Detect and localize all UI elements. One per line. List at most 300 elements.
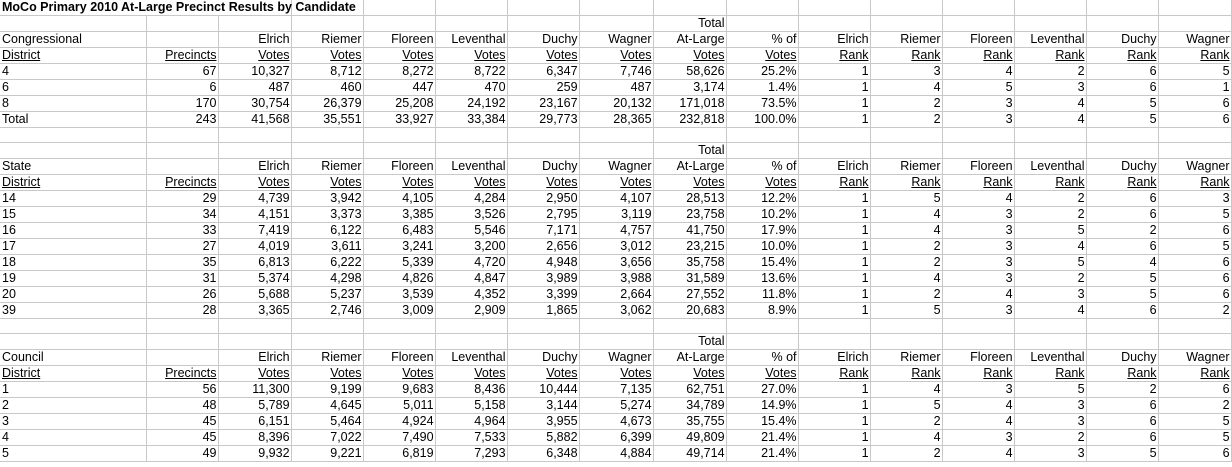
empty-cell[interactable] (1014, 334, 1086, 350)
value-cell[interactable]: 3,062 (579, 303, 653, 319)
empty-cell[interactable] (798, 128, 870, 143)
value-cell[interactable]: 4,739 (218, 191, 291, 207)
value-cell[interactable]: 7,533 (435, 430, 507, 446)
value-cell[interactable]: 5,237 (291, 287, 363, 303)
empty-cell[interactable] (146, 128, 218, 143)
value-cell[interactable]: 6,151 (218, 414, 291, 430)
empty-cell[interactable] (0, 143, 146, 159)
column-header[interactable]: % of (726, 32, 798, 48)
empty-cell[interactable] (507, 334, 579, 350)
empty-cell[interactable] (218, 334, 291, 350)
district-cell[interactable]: 1 (0, 382, 146, 398)
column-header[interactable]: Votes (579, 175, 653, 191)
value-cell[interactable]: 3,656 (579, 255, 653, 271)
empty-cell[interactable] (870, 128, 942, 143)
column-header[interactable]: Floreen (363, 350, 435, 366)
empty-cell[interactable] (798, 334, 870, 350)
group-label[interactable]: Congressional (0, 32, 146, 48)
value-cell[interactable]: 6 (1086, 430, 1158, 446)
value-cell[interactable]: 3,539 (363, 287, 435, 303)
value-cell[interactable]: 3,399 (507, 287, 579, 303)
empty-cell[interactable] (726, 143, 798, 159)
value-cell[interactable]: 6 (1086, 64, 1158, 80)
district-cell[interactable]: 16 (0, 223, 146, 239)
empty-cell[interactable] (1158, 334, 1231, 350)
empty-cell[interactable] (579, 319, 653, 334)
value-cell[interactable]: 2 (870, 255, 942, 271)
empty-cell[interactable] (1014, 143, 1086, 159)
empty-cell[interactable] (579, 143, 653, 159)
empty-cell[interactable] (363, 143, 435, 159)
group-label[interactable]: State (0, 159, 146, 175)
column-header[interactable]: Votes (507, 175, 579, 191)
value-cell[interactable]: 3 (1014, 287, 1086, 303)
value-cell[interactable]: 27.0% (726, 382, 798, 398)
value-cell[interactable]: 21.4% (726, 446, 798, 462)
value-cell[interactable]: 10.0% (726, 239, 798, 255)
value-cell[interactable]: 1 (798, 80, 870, 96)
column-header[interactable]: Riemer (870, 350, 942, 366)
empty-cell[interactable] (363, 128, 435, 143)
column-header[interactable]: Rank (942, 175, 1014, 191)
value-cell[interactable]: 5,789 (218, 398, 291, 414)
column-header[interactable]: Votes (291, 48, 363, 64)
value-cell[interactable]: 5 (1086, 271, 1158, 287)
value-cell[interactable]: 6 (1086, 239, 1158, 255)
column-header[interactable]: At-Large (653, 350, 726, 366)
column-header[interactable]: Riemer (291, 159, 363, 175)
column-header[interactable]: Wagner (579, 32, 653, 48)
column-header[interactable]: Votes (653, 48, 726, 64)
empty-cell[interactable] (1158, 143, 1231, 159)
value-cell[interactable]: 5,882 (507, 430, 579, 446)
empty-cell[interactable] (942, 16, 1014, 32)
value-cell[interactable]: 6 (1158, 223, 1231, 239)
value-cell[interactable]: 2 (1086, 223, 1158, 239)
value-cell[interactable]: 33,384 (435, 112, 507, 128)
column-header[interactable]: Precincts (146, 366, 218, 382)
empty-cell[interactable] (653, 319, 726, 334)
value-cell[interactable]: 4 (1014, 96, 1086, 112)
value-cell[interactable]: 1 (798, 96, 870, 112)
empty-cell[interactable] (507, 319, 579, 334)
value-cell[interactable]: 5 (1014, 255, 1086, 271)
value-cell[interactable]: 31,589 (653, 271, 726, 287)
column-header[interactable]: % of (726, 350, 798, 366)
value-cell[interactable]: 5 (1158, 430, 1231, 446)
value-cell[interactable]: 171,018 (653, 96, 726, 112)
column-header[interactable]: Rank (1086, 175, 1158, 191)
value-cell[interactable]: 7,419 (218, 223, 291, 239)
value-cell[interactable]: 26,379 (291, 96, 363, 112)
column-header[interactable]: Floreen (363, 159, 435, 175)
district-cell[interactable]: 20 (0, 287, 146, 303)
value-cell[interactable]: 4 (1086, 255, 1158, 271)
empty-cell[interactable] (0, 128, 146, 143)
value-cell[interactable]: 8,436 (435, 382, 507, 398)
column-header[interactable]: Rank (798, 175, 870, 191)
empty-cell[interactable] (1014, 16, 1086, 32)
empty-cell[interactable] (363, 0, 435, 16)
empty-cell[interactable] (653, 128, 726, 143)
empty-cell[interactable] (0, 16, 146, 32)
column-header[interactable]: Votes (726, 366, 798, 382)
empty-cell[interactable] (726, 319, 798, 334)
sheet-title[interactable]: MoCo Primary 2010 At-Large Precinct Results by Candidate (2, 0, 356, 14)
column-header[interactable]: Precincts (146, 48, 218, 64)
value-cell[interactable]: 34 (146, 207, 218, 223)
value-cell[interactable]: 2 (1014, 271, 1086, 287)
value-cell[interactable]: 4,720 (435, 255, 507, 271)
value-cell[interactable]: 6 (1086, 414, 1158, 430)
value-cell[interactable]: 5 (1014, 223, 1086, 239)
empty-cell[interactable] (363, 334, 435, 350)
value-cell[interactable]: 7,171 (507, 223, 579, 239)
value-cell[interactable]: 5 (1086, 446, 1158, 462)
value-cell[interactable]: 4,826 (363, 271, 435, 287)
value-cell[interactable]: 7,135 (579, 382, 653, 398)
empty-cell[interactable] (218, 143, 291, 159)
empty-cell[interactable] (435, 16, 507, 32)
value-cell[interactable]: 3 (1014, 446, 1086, 462)
value-cell[interactable]: 3 (1014, 398, 1086, 414)
column-header[interactable]: Leventhal (435, 32, 507, 48)
value-cell[interactable]: 24,192 (435, 96, 507, 112)
value-cell[interactable]: 33,927 (363, 112, 435, 128)
empty-cell[interactable] (507, 128, 579, 143)
value-cell[interactable]: 487 (579, 80, 653, 96)
value-cell[interactable]: 5,374 (218, 271, 291, 287)
column-header[interactable]: Wagner (1158, 159, 1231, 175)
district-cell[interactable]: 19 (0, 271, 146, 287)
value-cell[interactable]: 5,688 (218, 287, 291, 303)
value-cell[interactable]: 2 (870, 96, 942, 112)
empty-cell[interactable] (726, 16, 798, 32)
empty-cell[interactable] (291, 128, 363, 143)
value-cell[interactable]: 4 (870, 382, 942, 398)
empty-cell[interactable] (146, 319, 218, 334)
value-cell[interactable]: 232,818 (653, 112, 726, 128)
empty-cell[interactable] (146, 334, 218, 350)
value-cell[interactable]: 1 (798, 398, 870, 414)
column-header[interactable]: Floreen (942, 32, 1014, 48)
district-cell[interactable]: 18 (0, 255, 146, 271)
value-cell[interactable]: 7,022 (291, 430, 363, 446)
value-cell[interactable]: 6 (1158, 255, 1231, 271)
value-cell[interactable]: 1 (798, 191, 870, 207)
empty-cell[interactable] (1158, 319, 1231, 334)
value-cell[interactable]: 2 (1014, 64, 1086, 80)
empty-cell[interactable] (1014, 0, 1086, 16)
column-header[interactable]: Duchy (507, 159, 579, 175)
column-header[interactable]: Precincts (146, 175, 218, 191)
district-cell[interactable]: 5 (0, 446, 146, 462)
value-cell[interactable]: 3 (942, 255, 1014, 271)
value-cell[interactable]: 5 (870, 398, 942, 414)
column-header[interactable]: Duchy (1086, 159, 1158, 175)
empty-cell[interactable] (291, 16, 363, 32)
value-cell[interactable]: 3 (870, 64, 942, 80)
empty-cell[interactable] (218, 319, 291, 334)
value-cell[interactable]: 4 (870, 223, 942, 239)
column-header[interactable]: Votes (218, 175, 291, 191)
value-cell[interactable]: 2 (1014, 191, 1086, 207)
column-header[interactable]: Votes (726, 48, 798, 64)
district-cell[interactable]: 2 (0, 398, 146, 414)
empty-cell[interactable] (0, 334, 146, 350)
value-cell[interactable]: 45 (146, 430, 218, 446)
empty-cell[interactable] (435, 128, 507, 143)
value-cell[interactable]: 10,327 (218, 64, 291, 80)
value-cell[interactable]: 3 (942, 430, 1014, 446)
value-cell[interactable]: 34,789 (653, 398, 726, 414)
value-cell[interactable]: 6,348 (507, 446, 579, 462)
column-header[interactable]: Duchy (507, 32, 579, 48)
empty-cell[interactable] (1086, 319, 1158, 334)
value-cell[interactable]: 2 (1014, 430, 1086, 446)
column-header[interactable]: Elrich (798, 159, 870, 175)
value-cell[interactable]: 3 (942, 96, 1014, 112)
empty-cell[interactable] (726, 0, 798, 16)
empty-cell[interactable] (1158, 0, 1231, 16)
empty-cell[interactable] (870, 334, 942, 350)
district-cell[interactable]: 3 (0, 414, 146, 430)
column-header[interactable]: Rank (1014, 366, 1086, 382)
district-cell[interactable]: 4 (0, 430, 146, 446)
value-cell[interactable]: 3 (1014, 414, 1086, 430)
value-cell[interactable]: 487 (218, 80, 291, 96)
empty-cell[interactable] (146, 16, 218, 32)
value-cell[interactable]: 49,809 (653, 430, 726, 446)
value-cell[interactable]: 4 (1014, 303, 1086, 319)
empty-cell[interactable] (870, 143, 942, 159)
value-cell[interactable]: 73.5% (726, 96, 798, 112)
value-cell[interactable]: 1 (798, 382, 870, 398)
value-cell[interactable]: 4 (942, 191, 1014, 207)
column-header[interactable]: At-Large (653, 32, 726, 48)
value-cell[interactable]: 1 (798, 239, 870, 255)
value-cell[interactable]: 6 (1158, 287, 1231, 303)
column-header[interactable]: Votes (435, 48, 507, 64)
value-cell[interactable]: 4 (870, 207, 942, 223)
empty-cell[interactable] (798, 319, 870, 334)
empty-cell[interactable] (1014, 319, 1086, 334)
district-cell[interactable]: 14 (0, 191, 146, 207)
value-cell[interactable]: 3,989 (507, 271, 579, 287)
value-cell[interactable]: 2 (870, 112, 942, 128)
value-cell[interactable]: 3 (942, 207, 1014, 223)
column-header[interactable]: Elrich (798, 350, 870, 366)
empty-cell[interactable] (726, 128, 798, 143)
value-cell[interactable]: 6 (1158, 96, 1231, 112)
column-header[interactable]: Votes (579, 366, 653, 382)
value-cell[interactable]: 8,712 (291, 64, 363, 80)
value-cell[interactable]: 2,909 (435, 303, 507, 319)
value-cell[interactable]: 8,272 (363, 64, 435, 80)
column-header[interactable]: % of (726, 159, 798, 175)
column-header[interactable]: Riemer (870, 32, 942, 48)
empty-cell[interactable] (870, 0, 942, 16)
district-cell[interactable]: 17 (0, 239, 146, 255)
column-header[interactable]: Rank (942, 48, 1014, 64)
value-cell[interactable]: 4 (870, 80, 942, 96)
column-header[interactable]: Rank (798, 48, 870, 64)
value-cell[interactable]: 4,645 (291, 398, 363, 414)
value-cell[interactable]: 10.2% (726, 207, 798, 223)
value-cell[interactable]: 1 (798, 64, 870, 80)
value-cell[interactable]: 3,955 (507, 414, 579, 430)
empty-cell[interactable] (942, 334, 1014, 350)
value-cell[interactable]: 3 (942, 382, 1014, 398)
value-cell[interactable]: 2 (1158, 398, 1231, 414)
value-cell[interactable]: 23,758 (653, 207, 726, 223)
value-cell[interactable]: 2 (1014, 207, 1086, 223)
value-cell[interactable]: 9,199 (291, 382, 363, 398)
column-header[interactable]: Wagner (579, 159, 653, 175)
value-cell[interactable]: 4 (942, 414, 1014, 430)
value-cell[interactable]: 3,241 (363, 239, 435, 255)
empty-cell[interactable] (363, 16, 435, 32)
value-cell[interactable]: 1,865 (507, 303, 579, 319)
column-header[interactable]: Votes (653, 366, 726, 382)
value-cell[interactable]: 4,673 (579, 414, 653, 430)
value-cell[interactable]: 4,105 (363, 191, 435, 207)
value-cell[interactable]: 30,754 (218, 96, 291, 112)
value-cell[interactable]: 1.4% (726, 80, 798, 96)
value-cell[interactable]: 5 (1086, 112, 1158, 128)
empty-cell[interactable] (218, 128, 291, 143)
column-header[interactable]: Votes (726, 175, 798, 191)
empty-cell[interactable] (507, 0, 579, 16)
column-header[interactable]: Votes (507, 366, 579, 382)
empty-cell[interactable] (435, 0, 507, 16)
empty-cell[interactable] (942, 143, 1014, 159)
value-cell[interactable]: 1 (798, 430, 870, 446)
value-cell[interactable]: 3 (942, 112, 1014, 128)
value-cell[interactable]: 4,948 (507, 255, 579, 271)
value-cell[interactable]: 2,795 (507, 207, 579, 223)
value-cell[interactable]: 2 (870, 239, 942, 255)
value-cell[interactable]: 27,552 (653, 287, 726, 303)
value-cell[interactable]: 17.9% (726, 223, 798, 239)
value-cell[interactable]: 6 (1086, 303, 1158, 319)
value-cell[interactable]: 4 (942, 398, 1014, 414)
value-cell[interactable]: 4 (942, 287, 1014, 303)
column-header[interactable]: Votes (363, 175, 435, 191)
value-cell[interactable]: 33 (146, 223, 218, 239)
value-cell[interactable]: 2,746 (291, 303, 363, 319)
column-header[interactable]: Votes (218, 366, 291, 382)
value-cell[interactable]: 7,293 (435, 446, 507, 462)
value-cell[interactable]: 6 (146, 80, 218, 96)
column-header[interactable]: Duchy (507, 350, 579, 366)
value-cell[interactable]: 460 (291, 80, 363, 96)
column-header[interactable]: Votes (507, 48, 579, 64)
value-cell[interactable]: 5 (942, 80, 1014, 96)
empty-cell[interactable] (942, 319, 1014, 334)
value-cell[interactable]: 3,200 (435, 239, 507, 255)
column-header[interactable]: Elrich (798, 32, 870, 48)
value-cell[interactable]: 6 (1086, 207, 1158, 223)
value-cell[interactable]: 27 (146, 239, 218, 255)
empty-cell[interactable] (1158, 16, 1231, 32)
value-cell[interactable]: 41,750 (653, 223, 726, 239)
value-cell[interactable]: 3,009 (363, 303, 435, 319)
empty-cell[interactable] (146, 143, 218, 159)
column-header[interactable]: Rank (1086, 48, 1158, 64)
value-cell[interactable]: 56 (146, 382, 218, 398)
value-cell[interactable]: 2 (1086, 382, 1158, 398)
value-cell[interactable]: 45 (146, 414, 218, 430)
value-cell[interactable]: 15.4% (726, 255, 798, 271)
value-cell[interactable]: 2 (870, 414, 942, 430)
value-cell[interactable]: 25.2% (726, 64, 798, 80)
value-cell[interactable]: 5 (1086, 96, 1158, 112)
value-cell[interactable]: 3,611 (291, 239, 363, 255)
value-cell[interactable]: 13.6% (726, 271, 798, 287)
column-header[interactable]: Rank (1014, 48, 1086, 64)
value-cell[interactable]: 6 (1158, 446, 1231, 462)
value-cell[interactable]: 470 (435, 80, 507, 96)
value-cell[interactable]: 4,924 (363, 414, 435, 430)
value-cell[interactable]: 1 (798, 303, 870, 319)
empty-cell[interactable] (579, 16, 653, 32)
value-cell[interactable]: 25,208 (363, 96, 435, 112)
value-cell[interactable]: 5,339 (363, 255, 435, 271)
empty-cell[interactable] (146, 159, 218, 175)
value-cell[interactable]: 2,950 (507, 191, 579, 207)
empty-cell[interactable] (291, 319, 363, 334)
value-cell[interactable]: 6 (1158, 271, 1231, 287)
value-cell[interactable]: 2 (1158, 303, 1231, 319)
column-header[interactable]: Elrich (218, 350, 291, 366)
empty-cell[interactable] (218, 16, 291, 32)
value-cell[interactable]: 6,819 (363, 446, 435, 462)
value-cell[interactable]: 35,755 (653, 414, 726, 430)
column-header[interactable]: Floreen (942, 350, 1014, 366)
empty-cell[interactable] (1086, 0, 1158, 16)
value-cell[interactable]: 5 (1158, 414, 1231, 430)
empty-cell[interactable] (1014, 128, 1086, 143)
empty-cell[interactable] (726, 334, 798, 350)
value-cell[interactable]: 5 (870, 303, 942, 319)
column-header[interactable]: Votes (363, 48, 435, 64)
value-cell[interactable]: 5 (870, 191, 942, 207)
value-cell[interactable]: 28,513 (653, 191, 726, 207)
column-header[interactable]: Votes (218, 48, 291, 64)
value-cell[interactable]: 5,546 (435, 223, 507, 239)
value-cell[interactable]: 1 (1158, 80, 1231, 96)
district-cell[interactable]: 4 (0, 64, 146, 80)
value-cell[interactable]: 3 (942, 239, 1014, 255)
empty-cell[interactable] (798, 16, 870, 32)
value-cell[interactable]: 12.2% (726, 191, 798, 207)
value-cell[interactable]: 3 (1158, 191, 1231, 207)
value-cell[interactable]: 9,221 (291, 446, 363, 462)
value-cell[interactable]: 243 (146, 112, 218, 128)
value-cell[interactable]: 5 (1086, 287, 1158, 303)
value-cell[interactable]: 41,568 (218, 112, 291, 128)
empty-cell[interactable] (942, 0, 1014, 16)
value-cell[interactable]: 8,722 (435, 64, 507, 80)
empty-cell[interactable] (798, 0, 870, 16)
column-header[interactable]: Rank (1158, 175, 1231, 191)
column-header[interactable]: At-Large (653, 159, 726, 175)
value-cell[interactable]: 23,167 (507, 96, 579, 112)
value-cell[interactable]: 5 (1014, 382, 1086, 398)
value-cell[interactable]: 3 (942, 223, 1014, 239)
column-header[interactable]: Leventhal (1014, 159, 1086, 175)
